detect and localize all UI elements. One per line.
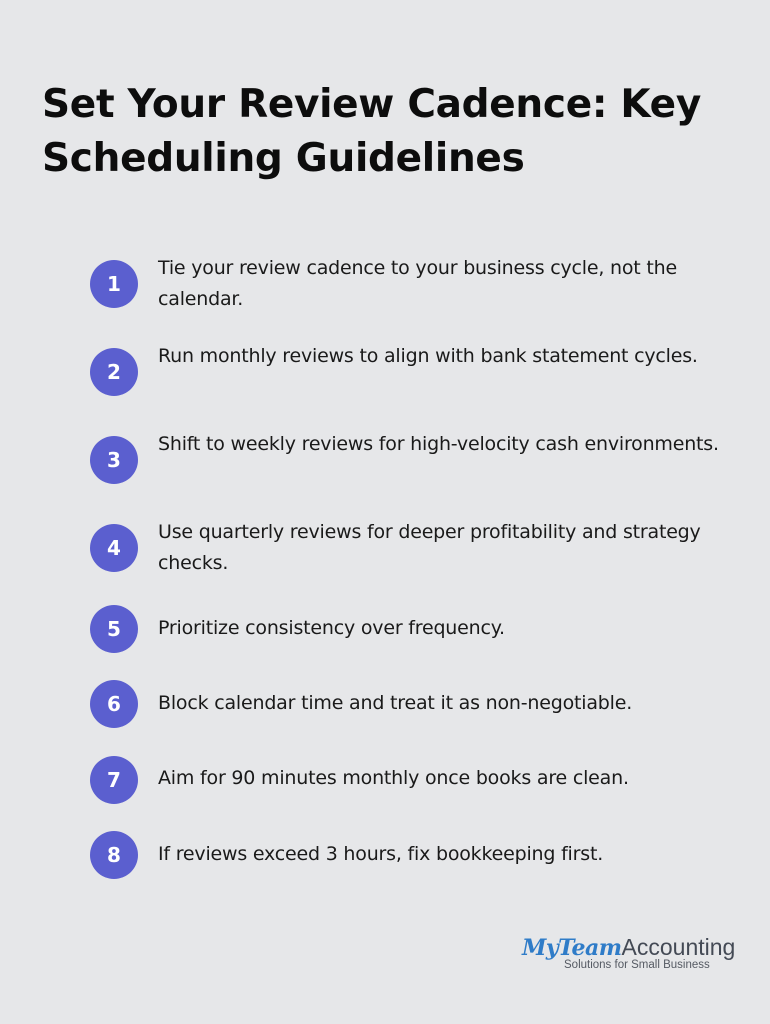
step-number-badge: 5 [90, 605, 138, 653]
logo-tagline: Solutions for Small Business [564, 959, 710, 971]
logo-brand-word: Accounting [621, 934, 736, 960]
step-text: Tie your review cadence to your business cycle, not the calendar. [158, 257, 677, 310]
step-text: Run monthly reviews to align with bank statement cycles. [158, 345, 698, 367]
step-number-badge: 1 [90, 260, 138, 308]
step-text: Use quarterly reviews for deeper profitability and strategy checks. [158, 521, 701, 574]
step-number-badge: 6 [90, 680, 138, 728]
step-number-badge: 7 [90, 756, 138, 804]
step-number-badge: 2 [90, 348, 138, 396]
logo-wordmark [522, 934, 735, 962]
step-text: Aim for 90 minutes monthly once books are clean. [158, 767, 629, 789]
step-text: If reviews exceed 3 hours, fix bookkeeping first. [158, 843, 604, 865]
step-text: Shift to weekly reviews for high-velocity cash environments. [158, 433, 719, 455]
logo-brand-script: MyTeam [522, 935, 622, 961]
step-number-badge: 3 [90, 436, 138, 484]
step-text: Prioritize consistency over frequency. [158, 617, 505, 639]
company-logo [522, 934, 742, 980]
step-text: Block calendar time and treat it as non-negotiable. [158, 692, 633, 714]
page-title: Set Your Review Cadence: Key Scheduling Guidelines [42, 82, 701, 181]
step-number-badge: 8 [90, 831, 138, 879]
step-number-badge: 4 [90, 524, 138, 572]
